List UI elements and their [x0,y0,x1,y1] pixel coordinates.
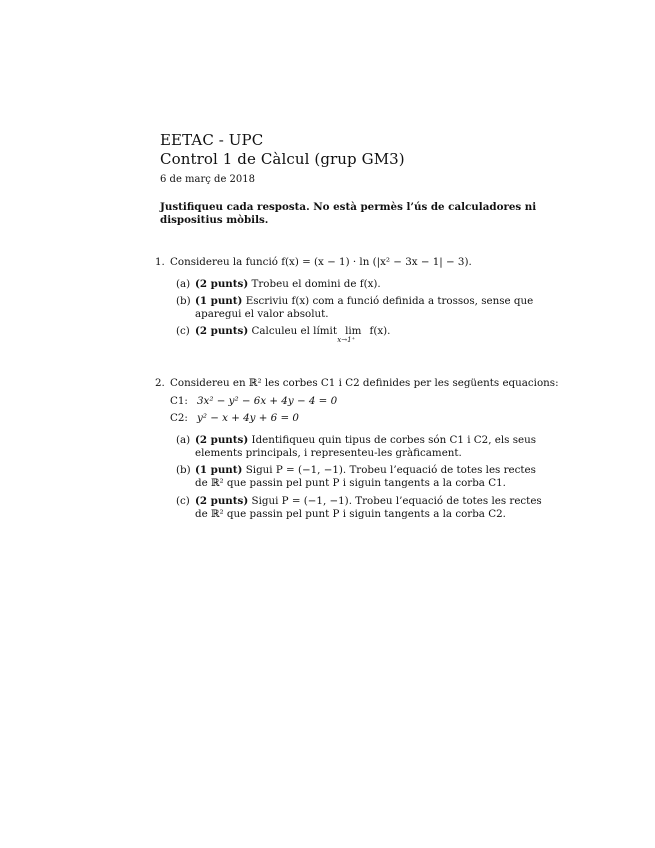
q2-part-a [195,434,536,446]
q2-part-a-label: (a) [176,434,191,446]
q2-part-c-text: Sigui P = (−1, −1). Trobeu l’equació de totes les rectes [251,495,542,507]
q1-part-c-lim: lim [345,325,362,337]
q2-part-b-text: Sigui P = (−1, −1). Trobeu l’equació de totes les rectes [245,464,536,476]
q1-part-a-text: Trobeu el domini de f(x). [251,278,381,290]
q2-eq1: 3x² − y² − 6x + 4y − 4 = 0 [197,395,338,407]
q1-part-b-text: Escriviu f(x) com a funció definida a trossos, sense que [245,295,534,307]
q2-part-b-continuation: de ℝ² que passin pel punt P i siguin tangents a la corba C1. [195,477,506,489]
q2-eq2: y² − x + 4y + 6 = 0 [197,412,299,424]
q1-part-b [195,295,533,307]
q2-part-b-label: (b) [176,464,191,476]
q2-part-b [195,464,536,476]
q1-part-b-label: (b) [176,295,191,307]
school-header: EETAC - UPC [160,131,264,149]
q2-part-c [195,495,542,507]
instructions-line-2: dispositius mòbils. [160,214,269,226]
q2-part-c-points: (2 punts) [195,495,249,507]
question-2-statement: Considereu en ℝ² les corbes C1 i C2 definides per les següents equacions: [170,377,559,389]
exam-date: 6 de març de 2018 [160,174,255,185]
q1-part-c-limit [337,325,366,344]
q2-part-a-continuation: elements principals, i representeu-les gràficament. [195,447,462,459]
instructions-line-1: Justifiqueu cada resposta. No està permès l’ús de calculadores ni [160,201,537,213]
q1-part-b-continuation: aparegui el valor absolut. [195,308,329,320]
q2-part-c-label: (c) [176,495,190,507]
q1-part-c-points: (2 punts) [195,325,249,337]
q2-eq1-label: C1: [170,395,188,407]
q2-part-a-text: Identifiqueu quin tipus de corbes són C1 i C2, els seus [251,434,537,446]
q2-part-c-continuation: de ℝ² que passin pel punt P i siguin tangents a la corba C2. [195,508,506,520]
q2-part-a-points: (2 punts) [195,434,249,446]
q1-part-c [195,325,391,344]
q1-part-b-points: (1 punt) [195,295,243,307]
exam-title: Control 1 de Càlcul (grup GM3) [160,150,405,168]
q1-part-a-points: (2 punts) [195,278,249,290]
q1-part-c-tail: f(x). [369,325,391,337]
q1-part-a [195,278,381,290]
q1-part-c-lim-subscript: x→1⁺ [337,336,356,344]
question-2-number: 2. [155,377,165,389]
question-1-statement: Considereu la funció f(x) = (x − 1) · ln (|x² − 3x − 1| − 3). [170,256,472,268]
q1-part-c-label: (c) [176,325,190,337]
q1-part-c-text: Calculeu el límit [251,325,337,337]
q2-part-b-points: (1 punt) [195,464,243,476]
q1-part-a-label: (a) [176,278,191,290]
q2-eq2-label: C2: [170,412,188,424]
question-1-number: 1. [155,256,165,268]
